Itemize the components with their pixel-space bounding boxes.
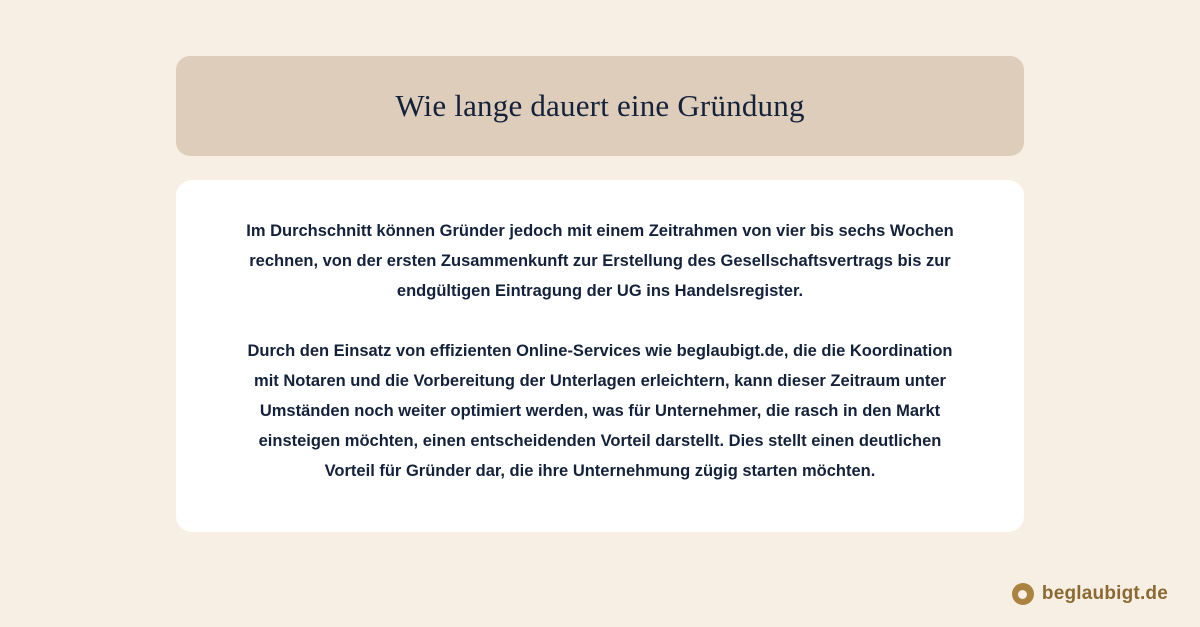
title-card [176, 56, 1024, 156]
paragraph-two: Durch den Einsatz von effizienten Online-Services wie beglaubigt.de, die die Koordination mit Notaren und die Vorbereitung der Unterlagen erleichtern, kann dieser Zeitraum unter Umständen noch weiter optimiert werden, was für Unternehmer, die rasch in den Markt einsteigen möchten, einen entscheidenden Vorteil darstellt. Dies stellt einen deutlichen Vorteil für Gründer dar, die ihre Unternehmung zügig starten möchten. [247, 342, 953, 480]
page-title: Wie lange dauert eine Gründung [395, 88, 805, 124]
content-card [176, 180, 1024, 532]
brand-name: beglaubigt.de [1041, 583, 1168, 604]
circle-target-icon-center [1018, 590, 1027, 599]
brand-logo [1012, 583, 1168, 605]
paragraph-one: Im Durchschnitt können Gründer jedoch mit einem Zeitrahmen von vier bis sechs Wochen rechnen, von der ersten Zusammenkunft zur Erstellung des Gesellschaftsvertrags bis zur endgültigen Eintragung der UG ins Handelsregister. [246, 222, 954, 300]
circle-target-icon [1012, 583, 1034, 605]
